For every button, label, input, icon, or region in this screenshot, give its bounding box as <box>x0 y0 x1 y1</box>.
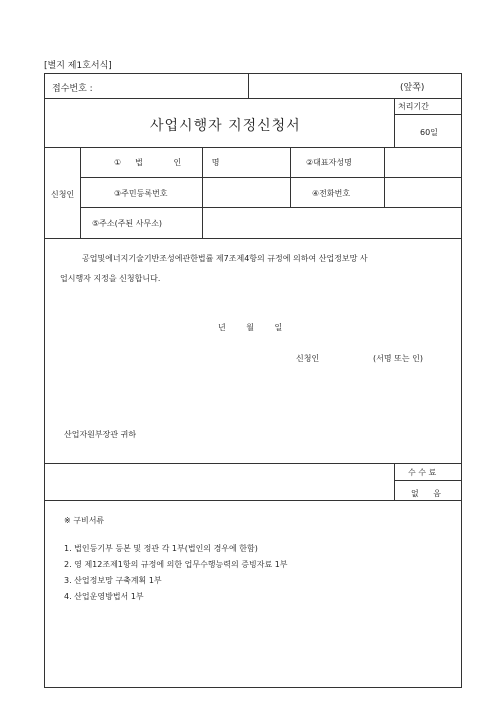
processing-period-value: 60일 <box>420 128 438 137</box>
fee-row-divider <box>44 500 462 501</box>
form-title: 사업시행자 지정신청서 <box>150 118 301 134</box>
phone-number-field[interactable] <box>385 178 461 206</box>
required-document-item: 3. 산업정보망 구축계획 1부 <box>64 576 162 585</box>
body-section-divider <box>44 463 462 464</box>
receipt-row-divider <box>44 98 462 99</box>
application-statement-line1: 공업및에너지기술기반조성에관한법률 제7조제4항의 규정에 의하여 산업정보망 사 <box>82 254 368 263</box>
form-number-label: [별지 제1호서식] <box>44 61 112 71</box>
signature-note: (서명 또는 인) <box>373 354 423 363</box>
required-document-item: 4. 산업운영방법서 1부 <box>64 592 144 601</box>
required-documents-heading: ※ 구비서류 <box>64 516 105 525</box>
fee-column-divider <box>394 463 395 500</box>
phone-number-label: ④전화번호 <box>312 189 351 198</box>
receipt-divider <box>248 73 249 98</box>
registration-number-label: ③주민등록번호 <box>114 189 168 198</box>
addressee: 산업자원부장관 귀하 <box>64 430 137 439</box>
representative-name-label: ②대표자성명 <box>306 158 352 167</box>
required-document-item: 1. 법인등기부 등본 및 정관 각 1부(법인의 경우에 한함) <box>64 544 258 553</box>
fee-divider <box>394 480 462 481</box>
applicant-col-divider-2 <box>290 147 291 207</box>
address-field[interactable] <box>203 208 461 237</box>
processing-period-label: 처리기간 <box>398 102 429 111</box>
registration-number-field[interactable] <box>203 178 289 206</box>
application-date: 년 월 일 <box>218 323 283 332</box>
applicant-signature-label: 신청인 <box>296 354 320 363</box>
processing-divider <box>394 114 462 115</box>
address-label: ⑤주소(주된 사무소) <box>92 219 163 228</box>
receipt-number-label: 접수번호 : <box>52 84 93 94</box>
corporation-name-label: ①법 인 명 <box>114 158 234 167</box>
applicant-section-divider <box>44 238 462 239</box>
fee-value: 없 음 <box>411 489 441 498</box>
required-document-item: 2. 영 제12조제1항의 규정에 의한 업무수행능력의 증빙자료 1부 <box>64 560 288 569</box>
page-side-label: (앞쪽) <box>400 83 425 93</box>
corporation-name-field[interactable] <box>203 148 289 176</box>
application-statement-line2: 업시행자 지정을 신청합니다. <box>60 274 161 283</box>
fee-label: 수 수 료 <box>408 468 437 477</box>
processing-column-divider <box>394 98 395 147</box>
applicant-label-divider <box>80 147 81 238</box>
applicant-group-label: 신청인 <box>51 190 75 199</box>
representative-name-field[interactable] <box>385 148 461 176</box>
